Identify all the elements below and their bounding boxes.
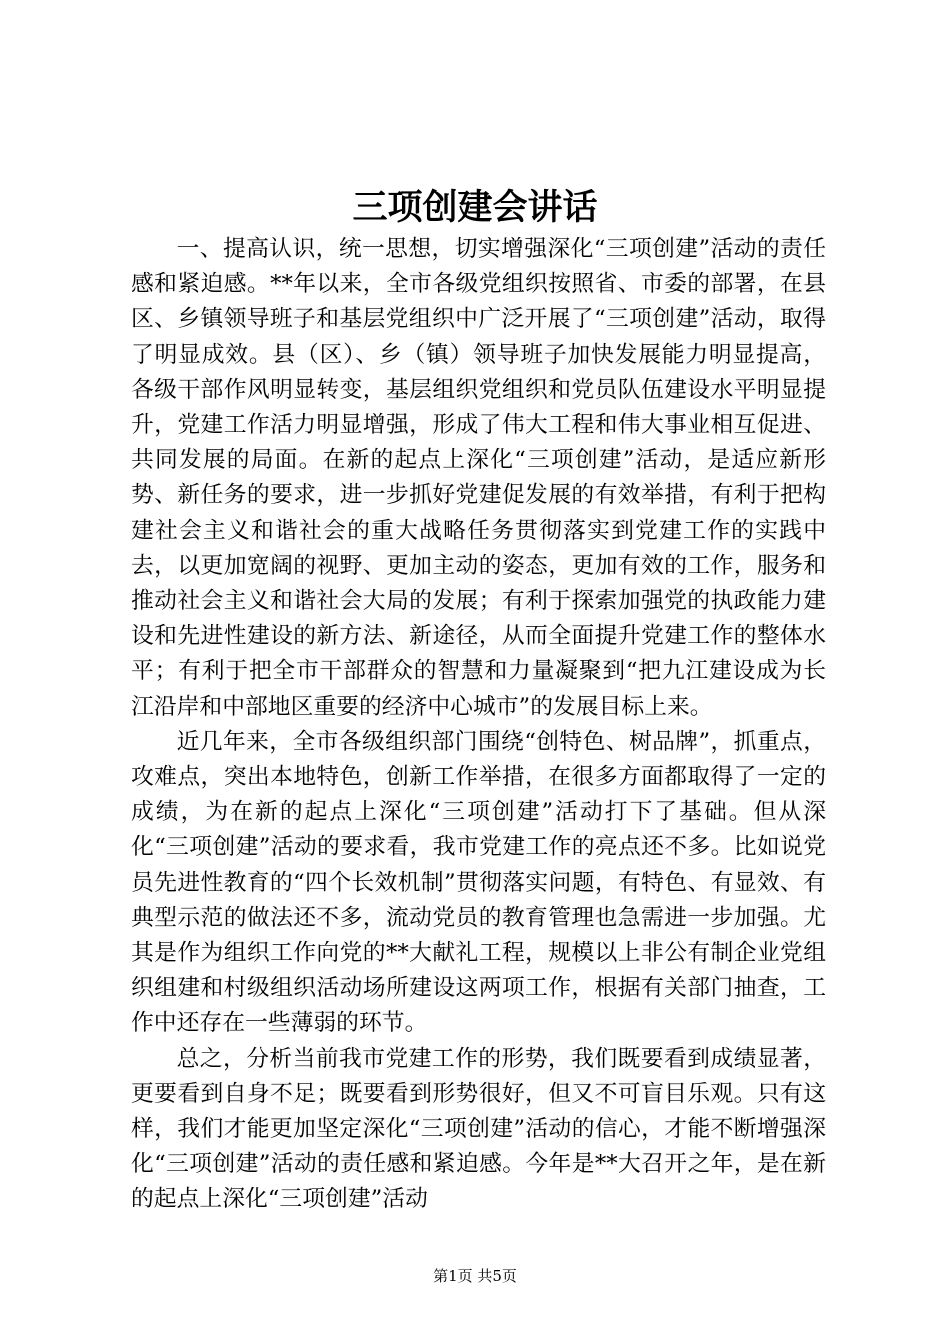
document-body [131,232,826,1218]
paragraph-3: 总之，分析当前我市党建工作的形势，我们既要看到成绩显著，更要看到自身不足；既要看到形势很好，但又不可盲目乐观。只有这样，我们才能更加坚定深化“三项创建”活动的信心，才能不断增强深化“三项创建”活动的责任感和紧迫感。今年是**大召开之年，是在新的起点上深化“三项创建”活动 [131,1045,826,1213]
page-number-footer: 第1页 共5页 [433,1267,517,1285]
paragraph-2: 近几年来，全市各级组织部门围绕“创特色、树品牌”，抓重点，攻难点，突出本地特色，创新工作举措，在很多方面都取得了一定的成绩，为在新的起点上深化“三项创建”活动打下了基础。但从深化“三项创建”活动的要求看，我市党建工作的亮点还不多。比如说党员先进性教育的“四个长效机制”贯彻落实问题，有特色、有显效、有典型示范的做法还不多，流动党员的教育管理也急需进一步加强。尤其是作为组织工作向党的**大献礼工程，规模以上非公有制企业党组织组建和村级组织活动场所建设这两项工作，根据有关部门抽查，工作中还存在一些薄弱的环节。 [131,728,826,1037]
document-title: 三项创建会讲话 [352,187,598,228]
paragraph-1: 一、提高认识，统一思想，切实增强深化“三项创建”活动的责任感和紧迫感。**年以来，全市各级党组织按照省、市委的部署，在县区、乡镇领导班子和基层党组织中广泛开展了“三项创建”活动，取得了明显成效。县（区）、乡（镇）领导班子加快发展能力明显提高，各级干部作风明显转变，基层组织党组织和党员队伍建设水平明显提升，党建工作活力明显增强，形成了伟大工程和伟大事业相互促进、共同发展的局面。在新的起点上深化“三项创建”活动，是适应新形势、新任务的要求，进一步抓好党建促发展的有效举措，有利于把构建社会主义和谐社会的重大战略任务贯彻落实到党建工作的实践中去，以更加宽阔的视野、更加主动的姿态，更加有效的工作，服务和推动社会主义和谐社会大局的发展；有利于探索加强党的执政能力建设和先进性建设的新方法、新途径，从而全面提升党建工作的整体水平；有利于把全市干部群众的智慧和力量凝聚到“把九江建设成为长江沿岸和中部地区重要的经济中心城市”的发展目标上来。 [131,236,826,720]
